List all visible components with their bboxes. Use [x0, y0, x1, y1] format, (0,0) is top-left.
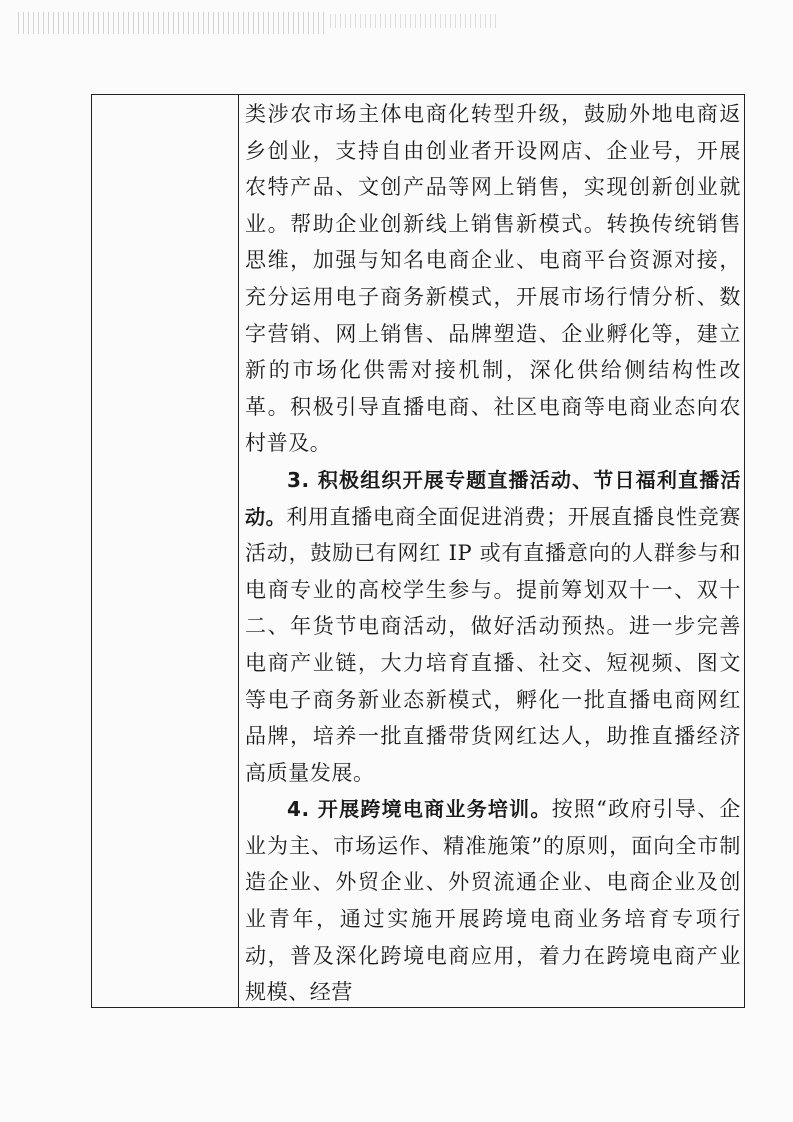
- paragraph-text: 类涉农市场主体电商化转型升级，鼓励外地电商返乡创业，支持自由创业者开设网店、企业号，开展农特产品、文创产品等网上销售，实现创新创业就业。帮助企业创新线上销售新模式。转换传统销售思维，加强与知名电商企业、电商平台资源对接，充分运用电子商务新模式，开展市场行情分析、数字营销、网上销售、品牌塑造、企业孵化等，建立新的市场化供需对接机制，深化供给侧结构性改革。积极引导直播电商、社区电商等电商业态向农村普及。: [245, 102, 741, 456]
- table-column-divider: [238, 94, 239, 1008]
- paragraph-1: [245, 96, 741, 462]
- scan-artifact: [18, 12, 328, 34]
- paragraph-text: 利用直播电商全面促进消费；开展直播良性竞赛活动，鼓励已有网红 IP 或有直播意向的人群参与和电商专业的高校学生参与。提前筹划双十一、双十二、年货节电商活动，做好活动预热。进一步完善电商产业链，大力培育直播、社交、短视频、图文等电子商务新业态新模式，孵化一批直播电商网红品牌，培养一批直播带货网红达人，助推直播经济高质量发展。: [245, 504, 741, 785]
- paragraph-3: [245, 791, 741, 1011]
- section-heading-4: 4. 开展跨境电商业务培训。: [287, 797, 552, 822]
- section-heading-3: 3. 积极组织开展专题直播活动、节日福利直播活动。: [245, 467, 741, 529]
- table-content-cell: [245, 96, 741, 1011]
- paragraph-2: [245, 462, 741, 791]
- paragraph-text: 按照“政府引导、企业为主、市场运作、精准施策”的原则，面向全市制造企业、外贸企业、外贸流通企业、电商企业及创业青年，通过实施开展跨境电商业务培育专项行动，普及深化跨境电商应用，着力在跨境电商产业规模、经营: [245, 797, 741, 1005]
- scan-artifact: [330, 14, 500, 28]
